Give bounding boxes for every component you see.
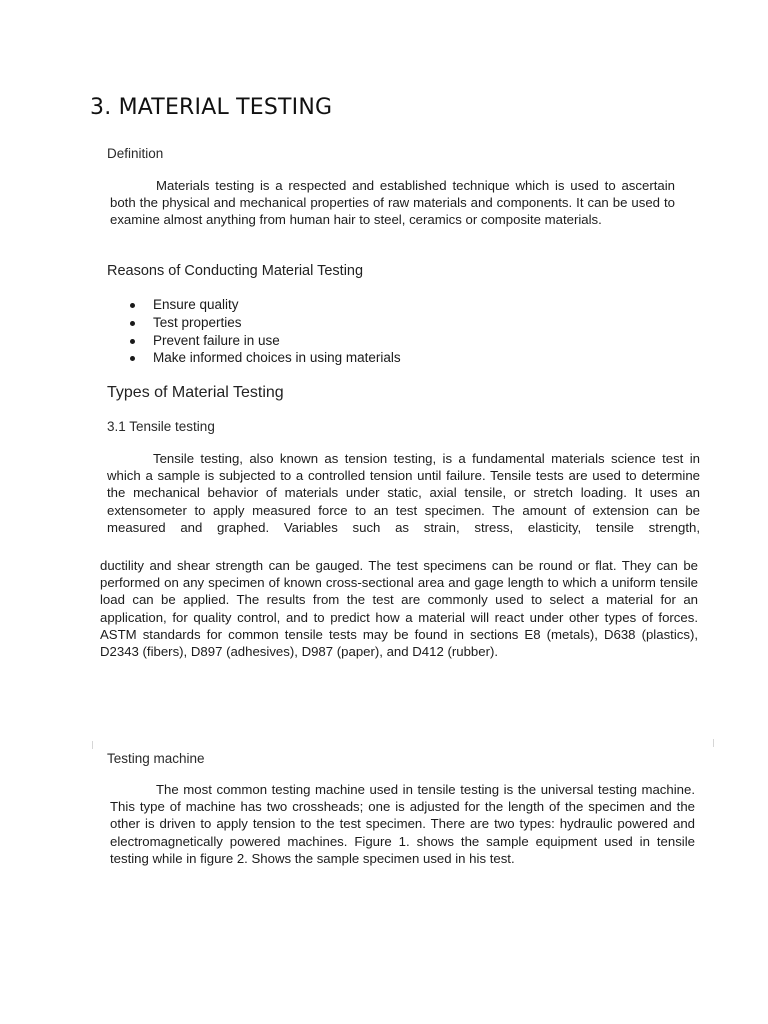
bullet-icon xyxy=(130,339,135,344)
testing-machine-heading: Testing machine xyxy=(107,751,205,766)
reasons-heading: Reasons of Conducting Material Testing xyxy=(107,263,364,279)
reasons-list xyxy=(128,296,401,367)
list-item: Test properties xyxy=(128,314,401,332)
bullet-icon xyxy=(130,321,135,326)
list-item: Make informed choices in using materials xyxy=(128,349,401,367)
bullet-icon xyxy=(130,303,135,308)
scan-edge-mark xyxy=(92,741,93,749)
tensile-paragraph-1 xyxy=(107,450,700,536)
definition-text: Materials testing is a respected and established technique which is used to ascertain both the physical and mechanical properties of raw materials and components. It can be used to examine almost anything from human hair to steel, ceramics or composite materials. xyxy=(110,178,675,228)
tensile-text-2: ductility and shear strength can be gauged. The test specimens can be round or flat. They can be performed on any specimen of known cross-sectional area and gage length to which a uniform tensile load can be applied. The results from the test are commonly used to select a material for an application, for quality control, and to predict how a material will react under other types of forces. ASTM standards for common tensile tests may be found in sections E8 (metals), D638 (plastics), D2343 (fibers), D897 (adhesives), D987 (paper), and D412 (rubber). xyxy=(100,558,698,660)
testing-machine-text: The most common testing machine used in tensile testing is the universal testing machine. This type of machine has two crossheads; one is adjusted for the length of the specimen and the other is driven to apply tension to the test specimen. There are two types: hydraulic powered and electromagnetically powered machines. Figure 1. shows the sample equipment used in tensile testing while in figure 2. Shows the sample specimen used in his test. xyxy=(110,782,695,866)
tensile-paragraph-2 xyxy=(100,557,698,660)
tensile-testing-heading: 3.1 Tensile testing xyxy=(107,419,215,434)
bullet-icon xyxy=(130,356,135,361)
list-item: Prevent failure in use xyxy=(128,332,401,350)
list-item: Ensure quality xyxy=(128,296,401,314)
tensile-text-1: Tensile testing, also known as tension testing, is a fundamental materials science test in which a sample is subjected to a controlled tension until failure. Tensile tests are used to determine the mechanical behavior of materials under static, axial tensile, or stretch loading. It uses an extensometer to apply measured force to an test specimen. The amount of extension can be measured and graphed. Variables such as strain, stress, elasticity, tensile strength, xyxy=(107,451,700,535)
definition-heading: Definition xyxy=(107,146,164,161)
definition-paragraph xyxy=(110,177,675,229)
scan-edge-mark xyxy=(713,739,714,747)
testing-machine-paragraph xyxy=(110,781,695,867)
page-title: 3. MATERIAL TESTING xyxy=(90,95,333,120)
types-heading: Types of Material Testing xyxy=(107,384,284,401)
